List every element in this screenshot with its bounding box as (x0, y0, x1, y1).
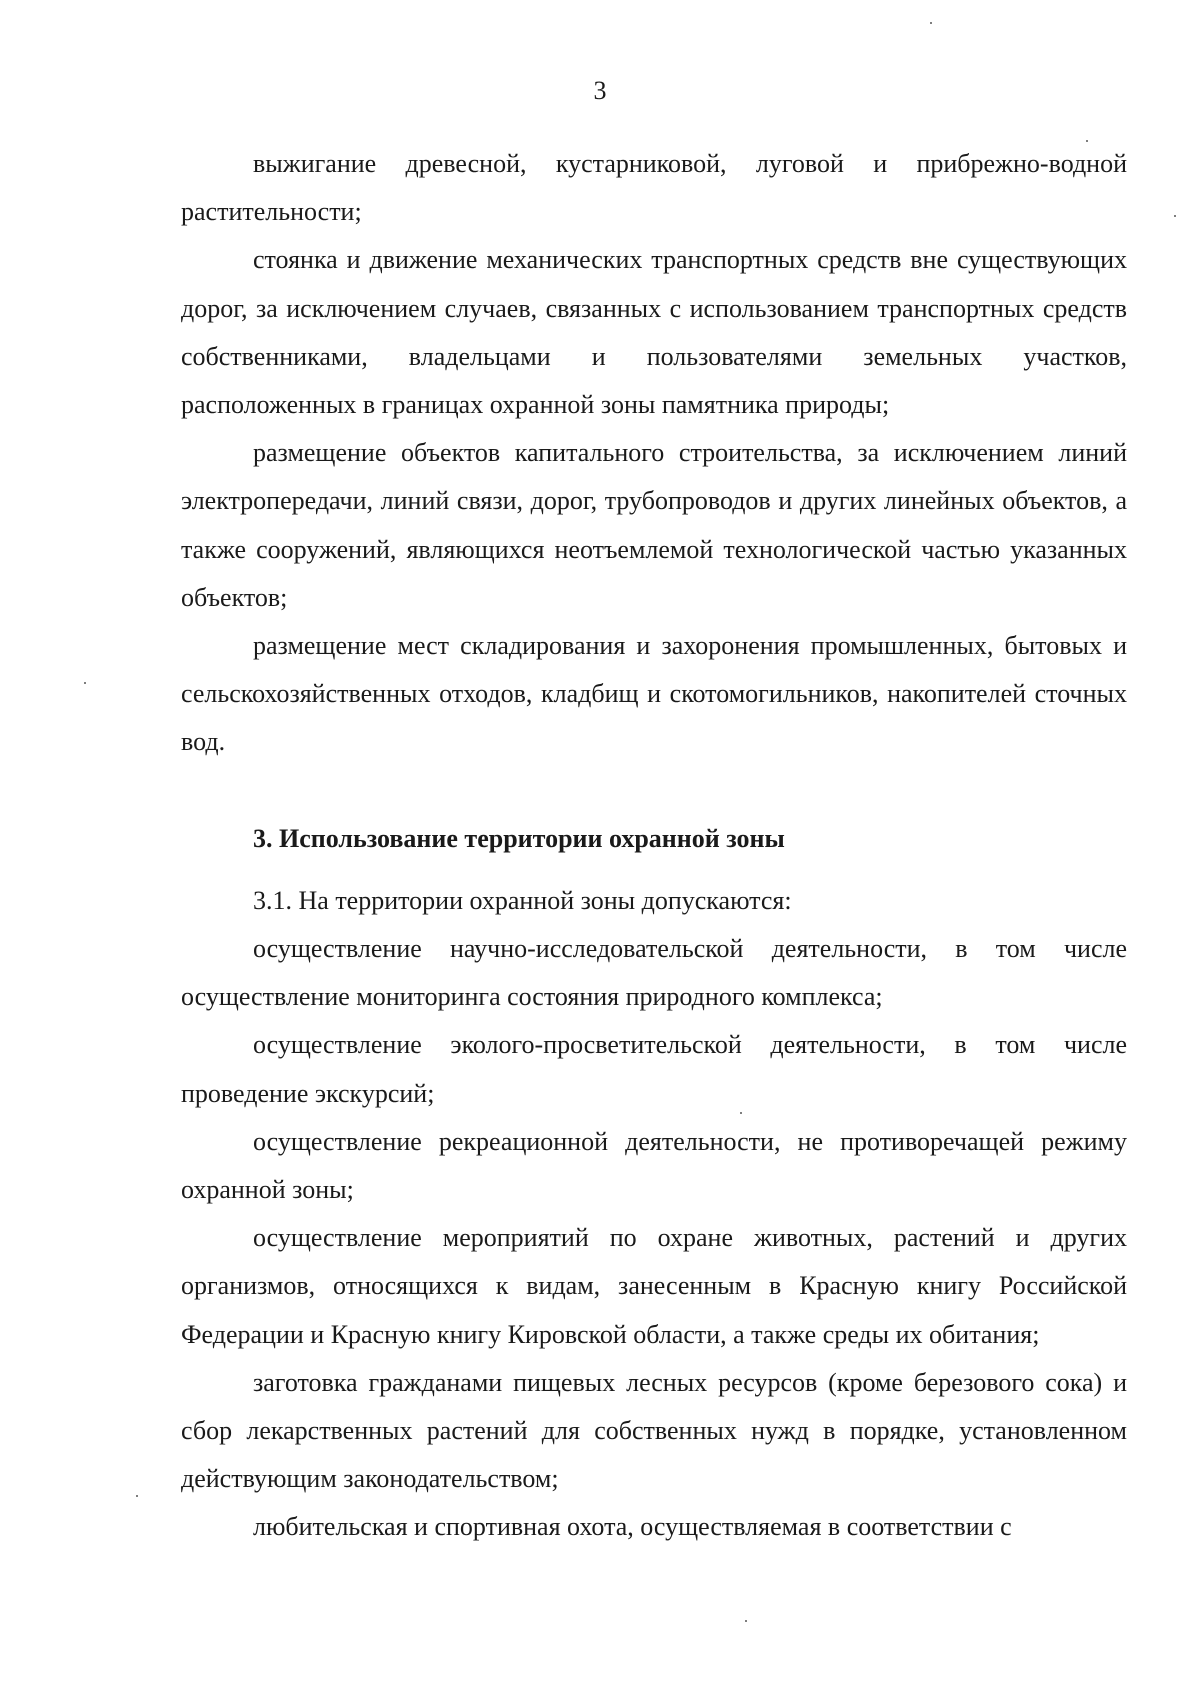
paragraph: стоянка и движение механических транспортных средств вне существующих дорог, за исключением случаев, связанных с использованием транспортных средств собственниками, владельцами и пользователями земельных участков, расположенных в границах охранной зоны памятника природы; (181, 245, 1127, 420)
paragraph: заготовка гражданами пищевых лесных ресурсов (кроме березового сока) и сбор лекарственных растений для собственных нужд в порядке, установленном действующим законодательством; (181, 1367, 1127, 1494)
scan-speck (930, 22, 932, 24)
paragraph: размещение объектов капитального строительства, за исключением линий электропередачи, линий связи, дорог, трубопроводов и других линейных объектов, а также сооружений, являющихся неотъемлемой технологической частью указанных объектов; (181, 438, 1127, 612)
paragraph: 3.1. На территории охранной зоны допускаются: (253, 885, 792, 915)
page-number: 3 (593, 76, 607, 105)
paragraph: осуществление рекреационной деятельности, не противоречащей режиму охранной зоны; (181, 1126, 1127, 1205)
document-body (181, 140, 1127, 1552)
paragraph: осуществление мероприятий по охране животных, растений и других организмов, относящихся к видам, занесенным в Красную книгу Российской Федерации и Красную книгу Кировской области, а также среды их обитания; (181, 1223, 1127, 1349)
paragraph: осуществление научно-исследовательской деятельности, в том числе осуществление мониторинга состояния природного комплекса; (181, 934, 1127, 1012)
scan-speck (84, 682, 86, 684)
paragraph: размещение мест складирования и захоронения промышленных, бытовых и сельскохозяйственных отходов, кладбищ и скотомогильников, накопителей сточных вод. (181, 631, 1127, 757)
section-heading: 3. Использование территории охранной зоны (253, 823, 785, 853)
scan-speck (1174, 215, 1176, 217)
scan-speck (745, 1620, 747, 1622)
paragraph: выжигание древесной, кустарниковой, луговой и прибрежно-водной растительности; (181, 149, 1127, 227)
scan-speck (136, 1495, 138, 1497)
paragraph: любительская и спортивная охота, осуществляемая в соответствии с (253, 1512, 1012, 1542)
paragraph: осуществление эколого-просветительской деятельности, в том числе проведение экскурсий; (181, 1030, 1127, 1108)
